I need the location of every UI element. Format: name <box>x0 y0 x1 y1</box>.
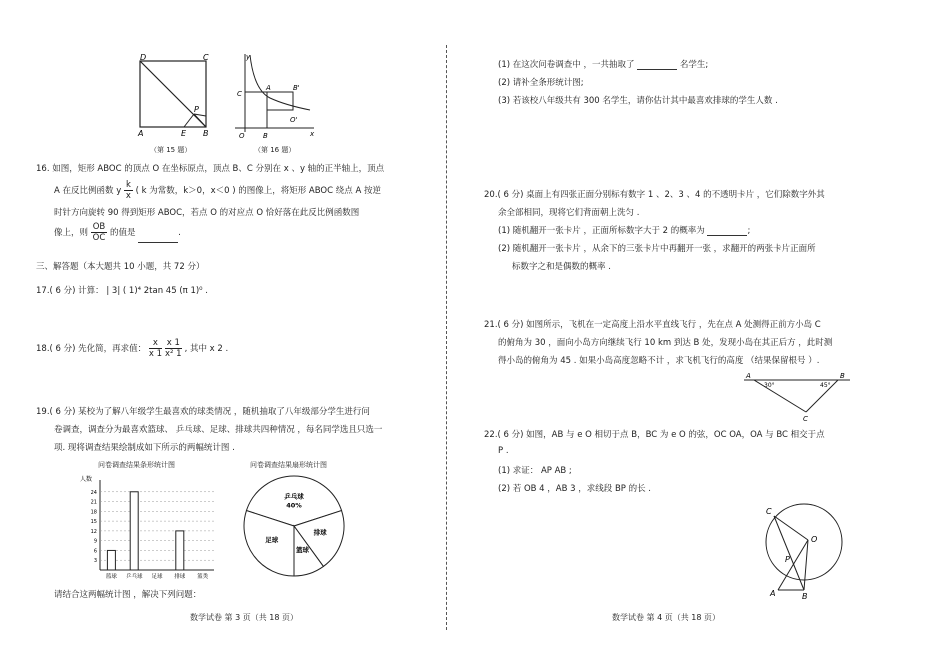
q20-answer-blank[interactable] <box>707 226 747 236</box>
q16-line2-a: A 在反比例函数 y <box>54 186 122 196</box>
fig16-label-oprime: O' <box>290 116 298 124</box>
fig22-label-o: O <box>811 535 818 544</box>
fig15-label-d: D <box>140 53 147 62</box>
fig22-label-c: C <box>766 507 772 516</box>
q18-fraction-2 <box>165 338 182 359</box>
pie-label: 篮球 <box>295 546 309 555</box>
fig15-caption: （第 15 题） <box>150 146 192 154</box>
q19-sub2: (2) 请补全条形统计图; <box>498 78 584 88</box>
bar-xtick-label: 足球 <box>151 574 163 580</box>
q17-text: 17.( 6 分) 计算： | 3| ( 1)⁴ 2tan 45 (π 1)⁰ . <box>36 286 208 296</box>
q18-fraction-1 <box>149 338 162 359</box>
bar-ytick-label: 9 <box>93 538 97 545</box>
bar-xtick-label: 排球 <box>174 574 186 580</box>
q16-line2-b: ( k 为常数，k＞0，x＜0 ) 的图像上，将矩形 ABOC 绕点 A 按逆 <box>135 186 381 196</box>
bar-排球 <box>176 531 184 570</box>
bar-ytick-label: 6 <box>93 548 97 555</box>
fig21-label-30: 30° <box>764 382 775 389</box>
fig16-label-o: O <box>239 132 245 140</box>
bar-乒乓球 <box>130 492 138 570</box>
fig21-label-c: C <box>803 415 808 423</box>
footer-right: 数学试卷 第 4 页（共 18 页） <box>612 613 720 622</box>
q16-line3: 时针方向旋转 90 得到矩形 ABOC，若点 O 的对应点 O 恰好落在此反比例函数图 <box>54 208 360 218</box>
bar-xtick-label: 篮类 <box>197 574 209 580</box>
q19-line1: 19.( 6 分) 某校为了解八年级学生最喜欢的球类情况 ，随机抽取了八年级部分学生进行问 <box>36 407 370 417</box>
q16-frac-den: x <box>125 191 131 201</box>
q16-line2 <box>54 180 381 201</box>
q21-line3: 得小岛的俯角为 45 . 如果小岛高度忽略不计 ，求飞机飞行的高度 （结果保留根号 ）. <box>498 356 820 366</box>
q19-sub1-blank[interactable] <box>637 60 677 70</box>
q22-line2: P . <box>498 446 509 456</box>
fig15-label-c: C <box>203 53 209 62</box>
bar-xtick-label: 乒乓球 <box>125 574 143 580</box>
figure-22 <box>758 496 848 600</box>
bar-chart-title: 问卷调查结果条形统计图 <box>98 461 175 469</box>
pie-label: 乒乓球 <box>284 492 304 501</box>
q16-fraction-k-x <box>124 180 133 201</box>
q19-sub1-b: 名学生; <box>679 60 709 70</box>
bar-ytick-label: 21 <box>90 499 97 506</box>
q21-line1: 21.( 6 分) 如图所示，飞机在一定高度上沿水平直线飞行 ，先在点 A 处测得正前方小岛 C <box>484 320 821 330</box>
q16-line4-c: . <box>178 228 181 238</box>
q19-line3: 项. 现将调查结果绘制成如下所示的两幅统计图 . <box>54 443 235 453</box>
fig21-label-45: 45° <box>820 382 831 389</box>
q18-text <box>36 338 228 359</box>
fig21-label-a: A <box>746 372 751 380</box>
q18-f1-den: x 1 <box>148 349 163 359</box>
fig22-label-a: A <box>770 589 776 598</box>
q19-line2: 卷调查，调查分为最喜欢篮球、 乒乓球、足球、排球共四种情况 ，每名同学选且只选一 <box>54 425 383 435</box>
fig22-label-p: P <box>785 555 790 564</box>
fig15-label-e: E <box>181 129 187 138</box>
bar-篮球 <box>107 550 115 570</box>
q20-line4: (2) 随机翻开一张卡片 ，从余下的三张卡片中再翻开一张 ，求翻开的两张卡片正面所 <box>498 244 816 254</box>
pie-chart-title: 问卷调查结果扇形统计图 <box>250 461 327 469</box>
q16-frac-num: k <box>125 180 131 190</box>
q18-f2-den: x² 1 <box>165 349 182 359</box>
pie-chart <box>238 470 350 582</box>
pie-label: 排球 <box>313 528 327 537</box>
fig21-label-b: B <box>840 372 845 380</box>
q16-frac-ob: OB <box>92 222 106 232</box>
q19-sub1 <box>498 58 708 70</box>
fig16-caption: （第 16 题） <box>254 146 296 154</box>
bar-chart <box>80 472 218 582</box>
q18-f1-num: x <box>149 338 162 349</box>
q19-line4: 请结合这两幅统计图 ，解决下列问题： <box>54 590 202 600</box>
figure-21 <box>740 368 852 424</box>
pie-percent: 40% <box>286 501 302 510</box>
fig15-label-p: P <box>194 105 199 114</box>
q18-f2-num: x 1 <box>166 338 180 348</box>
figure-15 <box>126 52 216 142</box>
fig16-label-bprime: B' <box>293 84 300 92</box>
fig16-label-a: A <box>266 84 271 92</box>
fig16-label-c: C <box>237 90 242 98</box>
q16-frac-oc: OC <box>92 233 106 243</box>
figure-16 <box>230 50 320 142</box>
q20-line3-b: ; <box>747 226 751 236</box>
bar-ylabel: 人数 <box>80 476 93 483</box>
fig16-label-y: y <box>246 53 251 61</box>
section-3-heading: 三、解答题（本大题共 10 小题，共 72 分） <box>36 262 205 272</box>
q20-line3-a: (1) 随机翻开一张卡片 ，正面所标数字大于 2 的概率为 <box>498 226 705 236</box>
q16-line4-b: 的值是 <box>109 228 136 238</box>
q16-line4-a: 像上，则 <box>54 228 89 238</box>
pie-label: 足球 <box>265 536 279 545</box>
fig16-label-x: x <box>310 130 315 138</box>
footer-left: 数学试卷 第 3 页（共 18 页） <box>190 613 298 622</box>
q18-prefix: 18.( 6 分) 先化简，再求值： <box>36 344 147 354</box>
q21-line2: 的俯角为 30 ，面向小岛方向继续飞行 10 km 到达 B 处，发现小岛在其正后方 ，此时测 <box>498 338 833 348</box>
q19-sub1-a: (1) 在这次问卷调查中 ，一共抽取了 <box>498 60 635 70</box>
q16-line1: 16. 如图，矩形 ABOC 的顶点 O 在坐标原点，顶点 B、C 分别在 x 、y 轴的正半轴上，顶点 <box>36 164 385 174</box>
q16-line4 <box>54 222 181 243</box>
q20-line5: 标数字之和是偶数的概率 . <box>512 262 611 272</box>
fig15-label-b: B <box>203 129 209 138</box>
page-divider <box>446 45 447 630</box>
q20-line1: 20.( 6 分) 桌面上有四张正面分别标有数字 1 、2、3 、4 的不透明卡片 ，它们除数字外其 <box>484 190 825 200</box>
q22-line4: (2) 若 OB 4 ，AB 3 ，求线段 BP 的长 . <box>498 484 652 494</box>
q20-line3 <box>498 224 750 236</box>
bar-ytick-label: 18 <box>90 509 97 516</box>
q16-answer-blank[interactable] <box>138 233 178 243</box>
q22-line3: (1) 求证： AP AB ; <box>498 466 572 476</box>
fig22-label-b: B <box>802 592 808 600</box>
q19-sub3: (3) 若该校八年级共有 300 名学生，请你估计其中最喜欢排球的学生人数 . <box>498 96 778 106</box>
bar-ytick-label: 3 <box>93 558 97 565</box>
bar-ytick-label: 15 <box>90 519 97 526</box>
bar-ytick-label: 12 <box>90 528 97 535</box>
q16-fraction-ob-oc <box>91 222 108 243</box>
bar-xtick-label: 篮球 <box>105 574 117 580</box>
fig15-label-a: A <box>138 129 144 138</box>
q22-line1: 22.( 6 分) 如图，AB 与 e O 相切于点 B，BC 为 e O 的弦，OC OA，OA 与 BC 相交于点 <box>484 430 825 440</box>
q18-suffix: , 其中 x 2 . <box>184 344 229 354</box>
bar-ytick-label: 24 <box>90 489 97 496</box>
fig16-label-b: B <box>263 132 268 140</box>
q20-line2: 余全部相同，现将它们背面朝上洗匀 . <box>498 208 640 218</box>
